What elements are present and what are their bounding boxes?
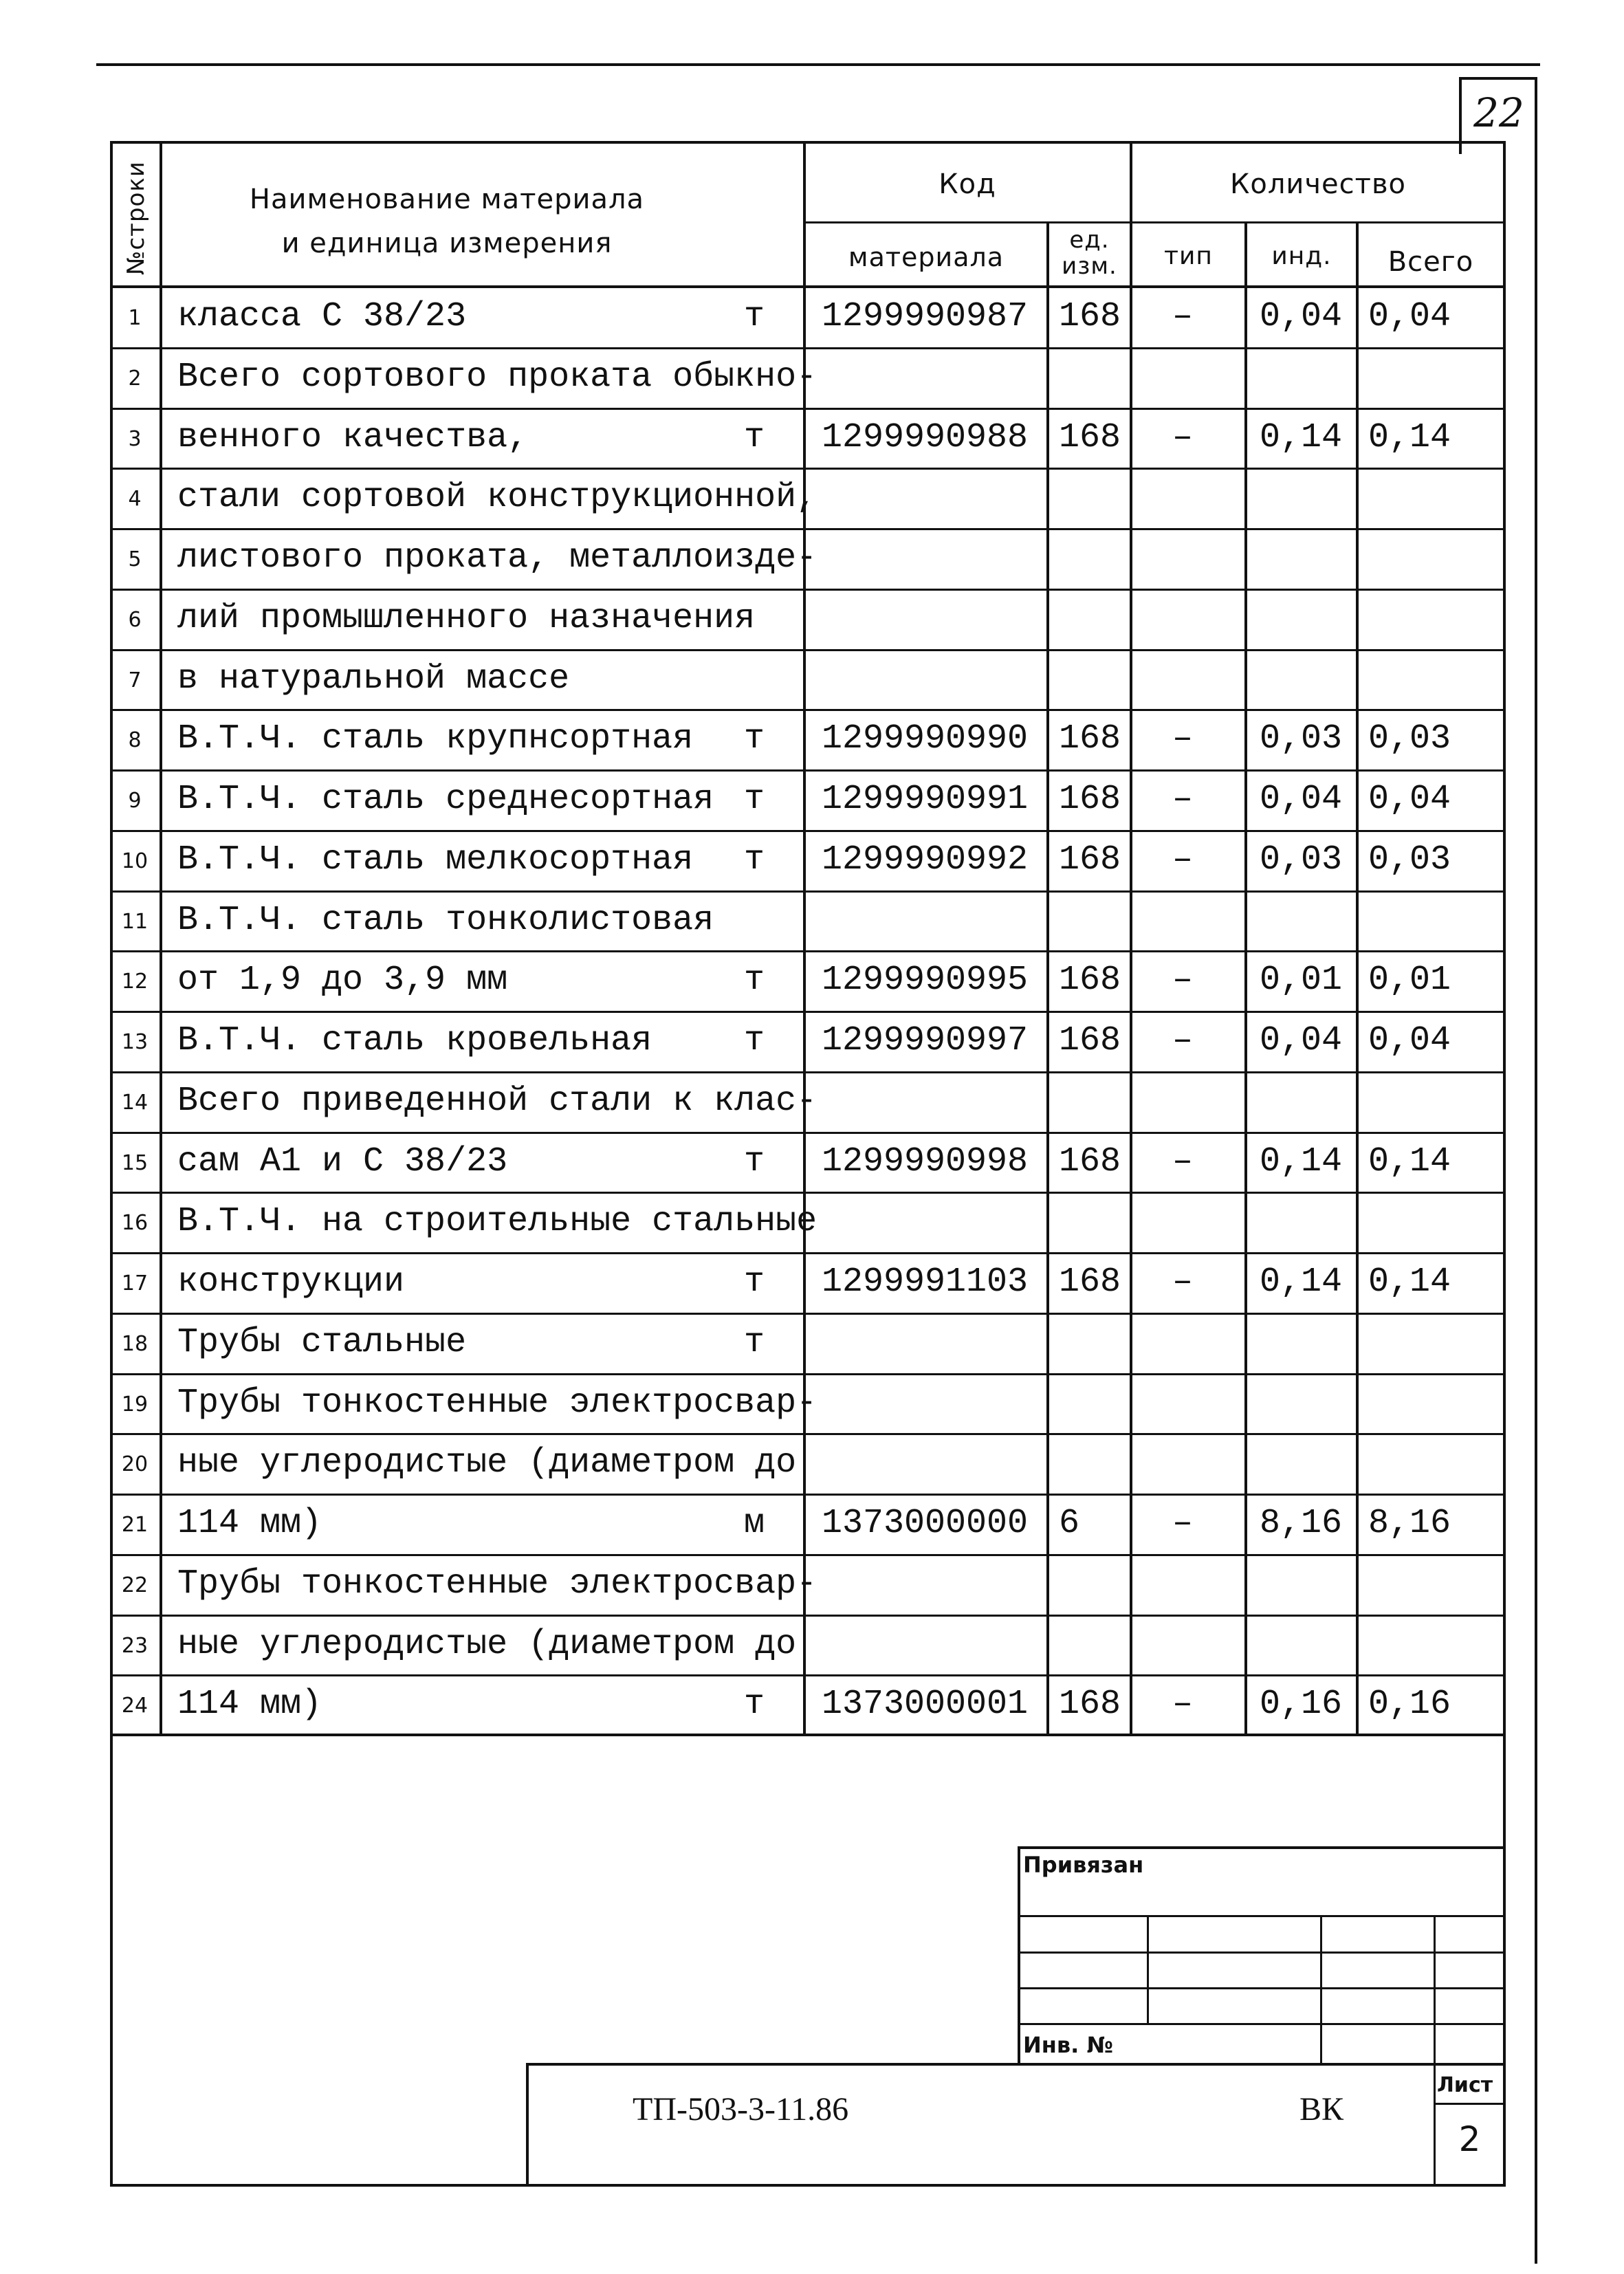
unit-code: 168: [1059, 417, 1121, 457]
material-name: класса С 38/23: [177, 297, 467, 336]
material-name: В.Т.Ч. сталь тонколистовая: [177, 900, 714, 940]
material-code: 1299990998: [822, 1141, 1029, 1181]
table-row: [0, 1615, 1624, 1675]
qty-type: –: [1172, 1021, 1194, 1060]
material-name: лий промышленного назначения: [177, 598, 756, 638]
material-code: 1299990988: [822, 417, 1029, 457]
table-bottom-border: [110, 2184, 1506, 2187]
material-name: В.Т.Ч. сталь кровельная: [177, 1021, 652, 1060]
qty-type: –: [1172, 1685, 1194, 1725]
header-quantity: Количество: [1229, 168, 1406, 200]
unit-code: 168: [1059, 297, 1121, 336]
row-number: 7: [128, 668, 142, 692]
stamp-line-3: [1018, 1987, 1506, 1989]
stamp-vline-3: [1434, 1915, 1436, 2187]
qty-ind: 0,14: [1260, 417, 1343, 457]
material-code: 1299991103: [822, 1262, 1029, 1302]
row-number: 17: [121, 1271, 149, 1295]
qty-ind: 8,16: [1260, 1504, 1343, 1543]
stamp-line-2: [1018, 1952, 1506, 1954]
table-row: [0, 468, 1624, 528]
qty-total: 0,14: [1368, 1262, 1451, 1302]
qty-type: –: [1172, 297, 1194, 336]
row-number: 22: [121, 1573, 149, 1597]
qty-total: 0,04: [1368, 780, 1451, 819]
stamp-vline-1: [1147, 1915, 1149, 2025]
row-number: 19: [121, 1392, 149, 1417]
material-name: венного качества,: [177, 417, 529, 457]
table-row: [0, 528, 1624, 589]
row-number: 4: [128, 487, 142, 512]
title-block-top-line: [526, 2063, 1506, 2066]
qty-type: –: [1172, 780, 1194, 819]
row-number: 18: [121, 1331, 149, 1356]
table-row: [0, 950, 1624, 1011]
qty-ind: 0,04: [1260, 1021, 1343, 1060]
qty-type: –: [1172, 1504, 1194, 1543]
material-name: от 1,9 до 3,9 мм: [177, 961, 508, 1001]
qty-total: 0,16: [1368, 1685, 1451, 1725]
sheet-number: 2: [1458, 2119, 1481, 2159]
name-unit: т: [744, 1685, 765, 1725]
material-name: Всего сортового проката обыкно-: [177, 357, 818, 397]
material-name: В.Т.Ч. сталь мелкосортная: [177, 840, 694, 879]
qty-type: –: [1172, 840, 1194, 879]
name-unit: т: [744, 840, 765, 879]
row-number: 13: [121, 1030, 149, 1054]
qty-total: 0,01: [1368, 961, 1451, 1001]
table-row: [0, 408, 1624, 468]
table-row: [0, 649, 1624, 710]
material-name: Всего приведенной стали к клас-: [177, 1081, 818, 1121]
unit-code: 168: [1059, 1021, 1121, 1060]
qty-ind: 0,04: [1260, 780, 1343, 819]
name-unit: т: [744, 417, 765, 457]
qty-type: –: [1172, 1141, 1194, 1181]
row-number: 21: [121, 1513, 149, 1537]
material-name: Трубы тонкостенные электросвар-: [177, 1564, 818, 1604]
page-number: 22: [1473, 89, 1524, 136]
material-code: 1299990987: [822, 297, 1029, 336]
name-unit: т: [744, 1021, 765, 1060]
material-name: сам А1 и С 38/23: [177, 1141, 508, 1181]
material-name: конструкции: [177, 1262, 405, 1302]
qty-type: –: [1172, 961, 1194, 1001]
stamp-line-1: [1018, 1915, 1506, 1917]
material-name: 114 мм): [177, 1685, 322, 1725]
header-type: тип: [1164, 242, 1213, 270]
qty-total: 0,04: [1368, 1021, 1451, 1060]
material-name: ные углеродистые (диаметром до: [177, 1443, 797, 1483]
unit-code: 6: [1059, 1504, 1080, 1543]
section-code: ВК: [1299, 2091, 1344, 2128]
material-name: Трубы стальные: [177, 1322, 467, 1362]
qty-type: –: [1172, 719, 1194, 759]
stamp-privyazan: Привязан: [1023, 1852, 1144, 1878]
row-number: 16: [121, 1211, 149, 1236]
stamp-inv-no: Инв. №: [1023, 2032, 1113, 2058]
material-code: 1373000000: [822, 1504, 1029, 1543]
table-row: [0, 1433, 1624, 1494]
row-number: 10: [121, 849, 149, 873]
header-ind: инд.: [1271, 242, 1332, 270]
row-number: 20: [121, 1452, 149, 1477]
row-number: 11: [121, 909, 149, 934]
page-number-box-top: [1459, 77, 1537, 80]
table-row: [0, 1554, 1624, 1615]
name-unit: т: [744, 961, 765, 1001]
qty-ind: 0,03: [1260, 840, 1343, 879]
sheet-label: Лист: [1437, 2073, 1493, 2097]
material-name: в натуральной массе: [177, 659, 570, 699]
stamp-left-line: [1018, 1846, 1020, 2065]
header-unit: ед. изм.: [1062, 226, 1117, 280]
name-unit: т: [744, 719, 765, 759]
material-name: В.Т.Ч. сталь крупнсортная: [177, 719, 694, 759]
row-number: 24: [121, 1694, 149, 1718]
qty-total: 0,14: [1368, 1141, 1451, 1181]
material-name: В.Т.Ч. сталь среднесортная: [177, 780, 714, 819]
header-name: Наименование материала и единица измерения: [249, 184, 645, 259]
header-material: материала: [848, 242, 1005, 272]
table-row: [0, 769, 1624, 830]
material-name: ные углеродистые (диаметром до: [177, 1624, 797, 1664]
qty-ind: 0,03: [1260, 719, 1343, 759]
qty-ind: 0,04: [1260, 297, 1343, 336]
table-top-border: [110, 141, 1506, 144]
header-code: Код: [939, 168, 996, 200]
material-code: 1299990990: [822, 719, 1029, 759]
name-unit: т: [744, 1141, 765, 1181]
table-row: [0, 1252, 1624, 1313]
header-row-no: №строки: [122, 161, 150, 275]
qty-ind: 0,14: [1260, 1262, 1343, 1302]
qty-type: –: [1172, 1262, 1194, 1302]
stamp-line-4: [1018, 2023, 1506, 2025]
unit-code: 168: [1059, 1685, 1121, 1725]
table-row: [0, 709, 1624, 769]
unit-code: 168: [1059, 719, 1121, 759]
table-row: [0, 1674, 1624, 1735]
qty-ind: 0,01: [1260, 961, 1343, 1001]
table-row: [0, 1494, 1624, 1554]
row-number: 2: [128, 366, 142, 391]
table-row: [0, 1313, 1624, 1373]
name-unit: м: [744, 1504, 765, 1543]
header-total: Всего: [1387, 246, 1474, 278]
row-number: 15: [121, 1150, 149, 1175]
row-number: 23: [121, 1633, 149, 1658]
table-row: [0, 1011, 1624, 1071]
material-name: Трубы тонкостенные электросвар-: [177, 1383, 818, 1423]
table-row: [0, 589, 1624, 649]
header-sub-line: [803, 221, 1506, 223]
row-number: 3: [128, 426, 142, 451]
qty-total: 0,14: [1368, 417, 1451, 457]
material-code: 1299990995: [822, 961, 1029, 1001]
name-unit: т: [744, 1322, 765, 1362]
qty-ind: 0,14: [1260, 1141, 1343, 1181]
row-number: 1: [128, 306, 142, 330]
row-number: 6: [128, 607, 142, 632]
row-number: 5: [128, 547, 142, 571]
table-row: [0, 1132, 1624, 1192]
material-code: 1299990997: [822, 1021, 1029, 1060]
table-row: [0, 890, 1624, 951]
qty-total: 0,04: [1368, 297, 1451, 336]
sheet-box-mid-line: [1434, 2103, 1506, 2105]
row-number: 14: [121, 1090, 149, 1115]
unit-code: 168: [1059, 961, 1121, 1001]
material-code: 1299990991: [822, 780, 1029, 819]
row-number: 9: [128, 789, 142, 813]
table-row: [0, 347, 1624, 408]
table-row: [0, 1373, 1624, 1434]
qty-type: –: [1172, 417, 1194, 457]
qty-ind: 0,16: [1260, 1685, 1343, 1725]
unit-code: 168: [1059, 1141, 1121, 1181]
material-code: 1373000001: [822, 1685, 1029, 1725]
material-name: 114 мм): [177, 1504, 322, 1543]
row-number: 8: [128, 728, 142, 753]
table-row: [0, 1071, 1624, 1132]
table-row: [0, 1192, 1624, 1252]
qty-total: 8,16: [1368, 1504, 1451, 1543]
material-name: листового проката, металлоизде-: [177, 538, 818, 578]
stamp-vline-2: [1320, 1915, 1322, 2065]
table-row: [0, 830, 1624, 890]
material-name: В.Т.Ч. на строительные стальные: [177, 1202, 818, 1242]
name-unit: т: [744, 780, 765, 819]
unit-code: 168: [1059, 1262, 1121, 1302]
title-block-left-line: [526, 2063, 529, 2187]
unit-code: 168: [1059, 780, 1121, 819]
table-row: [0, 287, 1624, 347]
doc-code: ТП-503-3-11.86: [633, 2091, 849, 2128]
name-unit: т: [744, 1262, 765, 1302]
material-code: 1299990992: [822, 840, 1029, 879]
material-name: стали сортовой конструкционной,: [177, 478, 818, 518]
qty-total: 0,03: [1368, 840, 1451, 879]
top-border-line: [96, 63, 1540, 66]
name-unit: т: [744, 297, 765, 336]
unit-code: 168: [1059, 840, 1121, 879]
row-number: 12: [121, 970, 149, 994]
stamp-top-line: [1018, 1846, 1506, 1849]
qty-total: 0,03: [1368, 719, 1451, 759]
